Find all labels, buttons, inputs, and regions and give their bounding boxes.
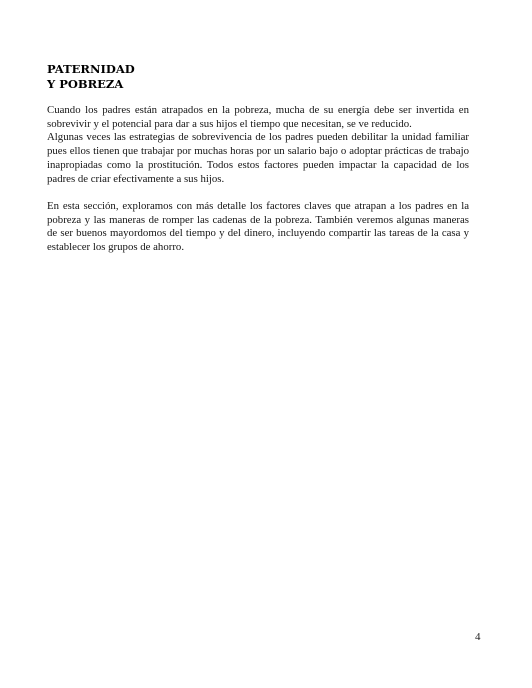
page-number: 4 (475, 631, 481, 643)
paragraph-1: Cuando los padres están atrapados en la pobreza, mucha de su energía debe ser invertida en sobrevivir y el potencial para dar a sus hijos el tiempo que necesitan, se ve reducido. (47, 104, 469, 130)
paragraph-3: En esta sección, exploramos con más detalle los factores claves que atrapan a los padres en la pobreza y las maneras de romper las cadenas de la pobreza. También veremos algunas maneras de ser buenos mayordomos del tiempo y del dinero, incluyendo compartir las tareas de la casa y establecer los grupos de ahorro. (47, 199, 469, 254)
section-title-line-1: PATERNIDAD (47, 62, 135, 76)
paragraph-2: Algunas veces las estrategias de sobrevivencia de los padres pueden debilitar la unidad familiar pues ellos tienen que trabajar por muchas horas por un salario bajo o adoptar prácticas de trabajo inapropiadas como la prostitución. Todos estos factores pueden impactar la capacidad de los padres de criar efectivamente a sus hijos. (47, 131, 469, 185)
body-text (47, 104, 469, 255)
section-title (47, 62, 347, 92)
section-title-line-2: Y POBREZA (47, 77, 124, 91)
